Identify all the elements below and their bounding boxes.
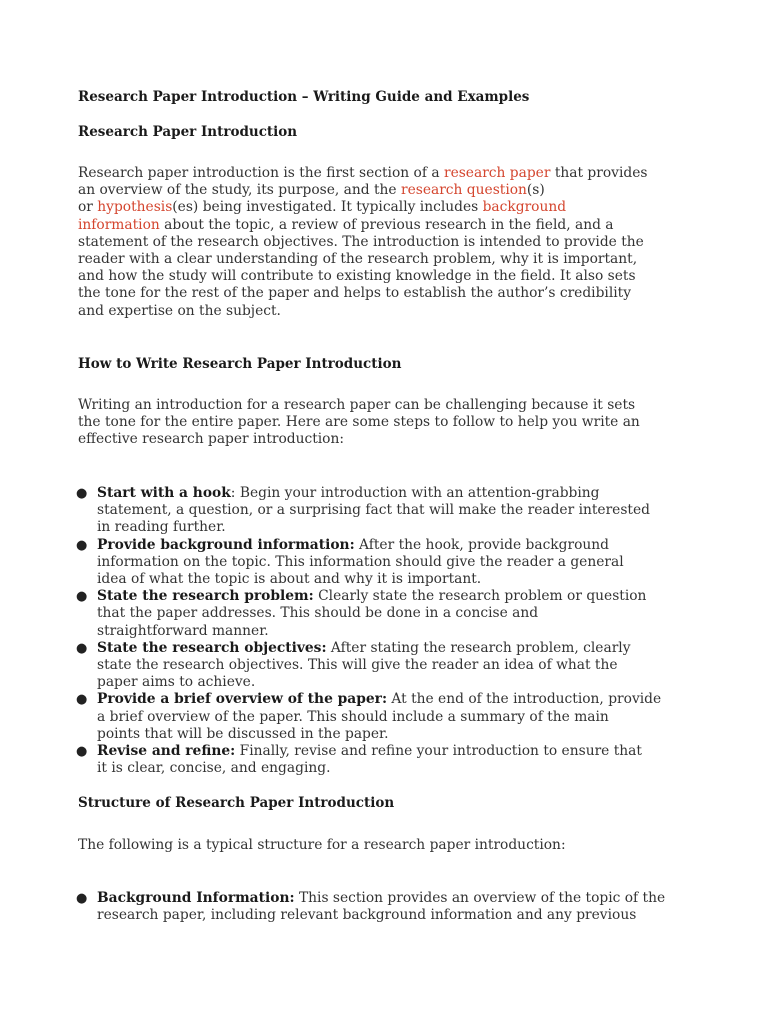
paragraph-line: effective research paper introduction: [78,431,345,448]
structure-list [78,890,718,924]
text-run: After the hook, provide background [354,536,609,553]
link-research-question[interactable]: research question [400,182,527,199]
bullet-icon: ● [76,589,88,605]
text-run: an overview of the study, its purpose, and the [78,182,401,199]
intro-paragraph [78,165,708,320]
list-item [78,890,718,924]
bullet-icon: ● [76,891,88,906]
paragraph-line: and how the study will contribute to existing knowledge in the field. It also sets [78,268,636,285]
text-run: that provides [550,165,648,181]
bullet-icon: ● [76,692,88,708]
bold-term: Revise and refine: [97,743,236,760]
bold-term: Background Information: [97,890,295,906]
section-heading-how-to-write: How to Write Research Paper Introduction [78,356,402,372]
list-item [78,691,718,743]
text-run: This section provides an overview of the topic of the [294,890,666,906]
list-item [78,537,718,589]
text-run: : Begin your introduction with an attention-grabbing [230,485,600,501]
list-line [97,640,718,657]
list-item [78,588,718,640]
list-line [97,890,718,907]
paragraph-line: Writing an introduction for a research paper can be challenging because it sets [78,397,636,413]
list-line: state the research objectives. This will give the reader an idea of what the [97,657,618,674]
bold-term: Provide background information: [97,536,355,553]
list-line [97,743,718,760]
bold-term: Provide a brief overview of the paper: [97,691,388,708]
list-line [97,691,718,708]
paragraph-line [78,165,708,182]
document-title: Research Paper Introduction – Writing Guide and Examples [78,89,530,105]
text-run: or [78,199,98,216]
text-run: Clearly state the research problem or question [313,588,647,605]
list-line [97,588,718,605]
link-research-paper[interactable]: research paper [443,165,551,181]
paragraph-line: the tone for the entire paper. Here are some steps to follow to help you write an [78,414,640,431]
text-run: (es) being investigated. It typically includes [172,199,483,216]
section-heading-introduction: Research Paper Introduction [78,124,298,140]
bullet-icon: ● [76,486,88,501]
list-line: statement, a question, or a surprising fact that will make the reader interested [97,502,650,519]
bold-term: Start with a hook [97,485,231,501]
text-run: Research paper introduction is the first section of a [78,165,444,181]
paragraph-line [78,182,708,199]
list-line: it is clear, concise, and engaging. [97,760,331,777]
steps-list [78,485,718,777]
list-line: a brief overview of the paper. This should include a summary of the main [97,708,609,725]
list-item [78,640,718,692]
bold-term: State the research problem: [97,588,314,605]
list-line [97,537,718,554]
paragraph-line [78,199,708,216]
bold-term: State the research objectives: [97,639,327,656]
paragraph-line: reader with a clear understanding of the research problem, why it is important, [78,251,638,268]
text-run: (s) [526,182,545,199]
text-run: After stating the research problem, clearly [326,639,631,656]
paragraph-line [78,217,708,234]
list-line: idea of what the topic is about and why it is important. [97,571,482,588]
link-background-information-cont[interactable]: information [78,216,160,233]
paragraph-line: and expertise on the subject. [78,302,281,319]
how-to-intro-paragraph [78,397,708,449]
list-line: in reading further. [97,519,226,536]
list-line: that the paper addresses. This should be done in a concise and [97,605,539,622]
bullet-icon: ● [76,537,88,553]
list-line: research paper, including relevant background information and any previous [97,907,637,924]
paragraph-line: statement of the research objectives. The introduction is intended to provide the [78,233,644,250]
text-run: At the end of the introduction, provide [387,691,662,708]
list-item [78,743,718,777]
link-background-information[interactable]: background [482,199,567,216]
paragraph-line: The following is a typical structure for a research paper introduction: [78,837,566,853]
list-line [97,485,718,502]
text-run: Finally, revise and refine your introduction to ensure that [235,743,642,760]
paragraph-line: the tone for the rest of the paper and helps to establish the author’s credibility [78,285,631,302]
section-heading-structure: Structure of Research Paper Introduction [78,795,395,811]
list-line: straightforward manner. [97,622,269,639]
structure-intro-paragraph [78,837,708,854]
text-run: about the topic, a review of previous research in the field, and a [159,216,614,233]
link-hypothesis[interactable]: hypothesis [97,199,173,216]
list-line: paper aims to achieve. [97,674,256,691]
list-item [78,485,718,537]
list-line: points that will be discussed in the paper. [97,725,389,742]
bullet-icon: ● [76,744,88,760]
bullet-icon: ● [76,640,88,656]
list-line: information on the topic. This information should give the reader a general [97,553,624,570]
